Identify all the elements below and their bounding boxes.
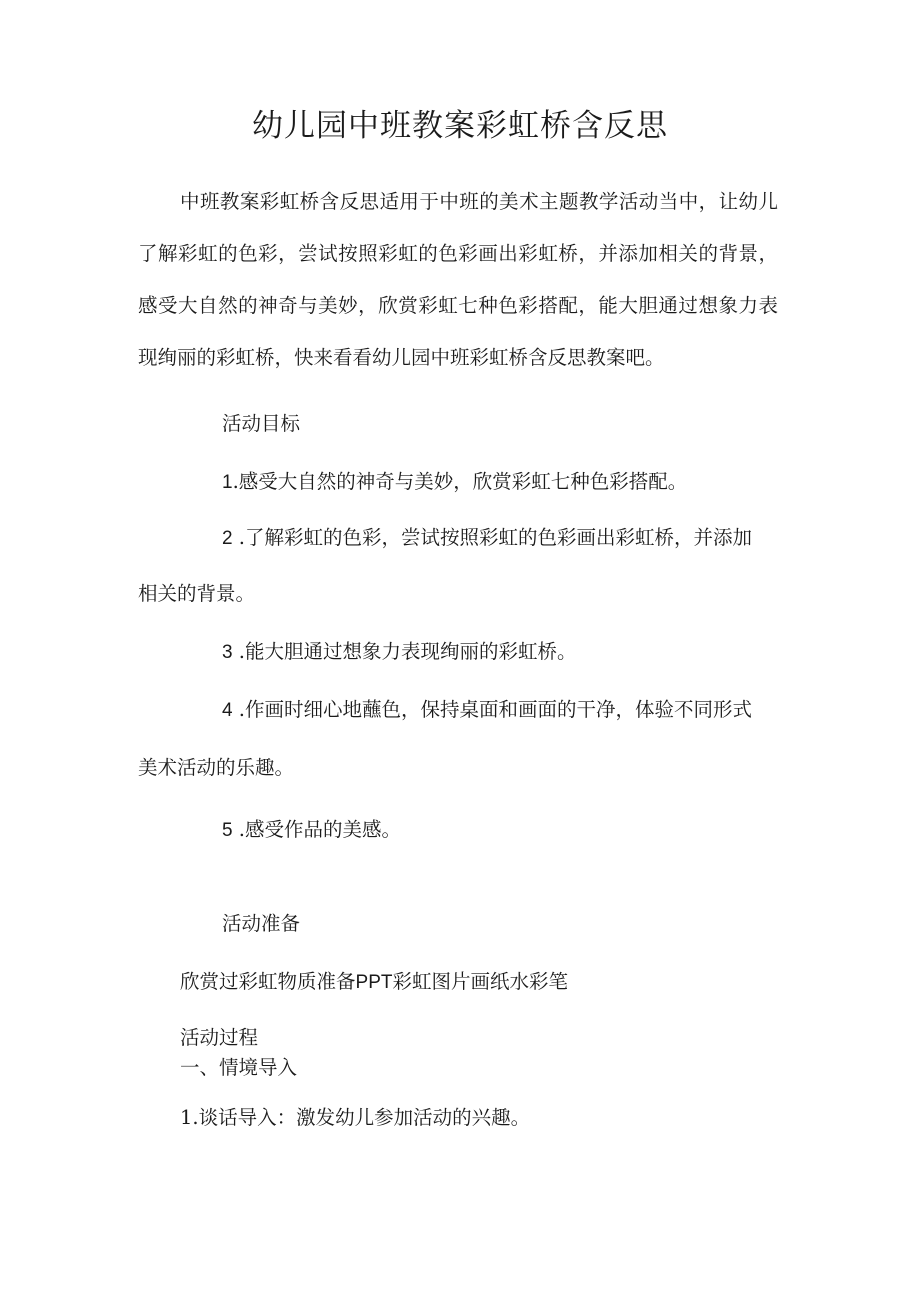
goal-number: 2 — [222, 528, 233, 549]
goal-item-1 — [222, 466, 687, 499]
step-one: 1.谈话导入：激发幼儿参加活动的兴趣。 — [180, 1106, 531, 1129]
section-one-heading: 一、情境导入 — [180, 1056, 298, 1079]
goal-text: .能大胆通过想象力表现绚丽的彩虹桥。 — [232, 640, 577, 663]
goal-number: 1 — [222, 472, 233, 493]
goal-text: .了解彩虹的色彩，尝试按照彩虹的色彩画出彩虹桥，并添加 — [232, 526, 752, 549]
goal-item-3 — [222, 636, 576, 669]
goal-item-2 — [222, 522, 752, 555]
goal-item-4 — [222, 694, 752, 727]
goal-item-5 — [222, 814, 401, 847]
prep-heading: 活动准备 — [222, 912, 301, 935]
goals-heading: 活动目标 — [222, 412, 301, 435]
goal-item-4-continued: 美术活动的乐趣。 — [138, 756, 295, 779]
goal-text: .感受作品的美感。 — [232, 818, 401, 841]
intro-paragraph: 中班教案彩虹桥含反思适用于中班的美术主题教学活动当中，让幼儿了解彩虹的色彩，尝试按照彩虹的色彩画出彩虹桥，并添加相关的背景，感受大自然的神奇与美妙，欣赏彩虹七种色彩搭配，能大胆通过想象力表现绚丽的彩虹桥，快来看看幼儿园中班彩虹桥含反思教案吧。 — [138, 190, 778, 369]
prep-text-part: 欣赏过彩虹物质准备 — [180, 970, 356, 993]
goal-number: 4 — [222, 700, 233, 721]
goal-number: 5 — [222, 820, 233, 841]
prep-text-ppt: PPT — [355, 972, 393, 993]
goal-text: .作画时细心地蘸色，保持桌面和画面的干净，体验不同形式 — [232, 698, 752, 721]
goal-text: .感受大自然的神奇与美妙，欣赏彩虹七种色彩搭配。 — [232, 470, 688, 493]
document-title: 幼儿园中班教案彩虹桥含反思 — [252, 108, 668, 144]
goal-item-2-continued: 相关的背景。 — [138, 582, 256, 605]
goal-number: 3 — [222, 642, 233, 663]
prep-text-part: 彩虹图片画纸水彩笔 — [392, 970, 568, 993]
process-heading: 活动过程 — [180, 1026, 259, 1049]
prep-text — [180, 966, 568, 999]
